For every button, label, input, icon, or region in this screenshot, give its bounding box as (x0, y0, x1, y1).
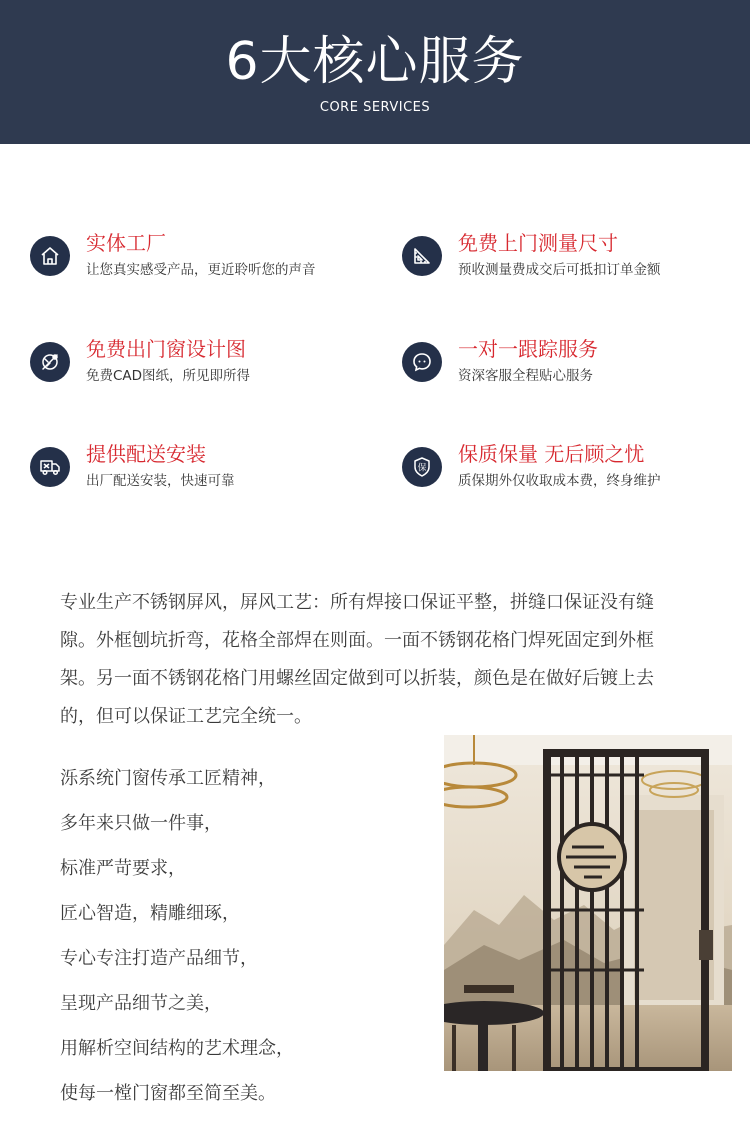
header-banner (0, 0, 750, 144)
service-item-tracking (402, 336, 742, 396)
philosophy-line: 专心专注打造产品细节， (60, 948, 258, 969)
ruler-icon (402, 236, 442, 276)
philosophy-list (60, 760, 294, 1120)
paragraph-line: 的，但可以保证工艺完全统一。 (60, 706, 312, 727)
philosophy-line: 标准严苛要求， (60, 858, 186, 879)
paragraph-line: 隙。外框刨坑折弯，花格全部焊在则面。一面不锈钢花格门焊死固定到外框 (60, 630, 654, 651)
philosophy-line: 泺系统门窗传承工匠精神， (60, 768, 276, 789)
service-desc: 出厂配送安装，快速可靠 (86, 473, 235, 489)
philosophy-line: 使每一樘门窗都至简至美。 (60, 1083, 276, 1104)
service-title: 免费上门测量尺寸 (458, 231, 618, 255)
paragraph-line: 专业生产不锈钢屏风，屏风工艺：所有焊接口保证平整，拼缝口保证没有缝 (60, 592, 654, 613)
service-item-design (30, 336, 370, 396)
service-title: 一对一跟踪服务 (458, 337, 598, 361)
service-title: 免费出门窗设计图 (86, 337, 246, 361)
chat-bubble-icon (402, 342, 442, 382)
service-title: 提供配送安装 (86, 442, 206, 466)
service-desc: 质保期外仅收取成本费，终身维护 (458, 473, 661, 489)
service-title: 实体工厂 (86, 231, 166, 255)
service-desc: 资深客服全程贴心服务 (458, 368, 593, 384)
philosophy-line: 多年来只做一件事， (60, 813, 222, 834)
design-tools-icon (30, 342, 70, 382)
description-paragraph (60, 584, 746, 736)
service-title: 保质保量 无后顾之忧 (458, 442, 645, 466)
service-desc: 让您真实感受产品，更近聆听您的声音 (86, 262, 316, 278)
guarantee-glyph: 保 (417, 463, 427, 474)
service-item-factory (30, 230, 370, 290)
philosophy-line: 匠心智造，精雕细琢， (60, 903, 240, 924)
philosophy-line: 用解析空间结构的艺术理念， (60, 1038, 294, 1059)
product-photo-screen (444, 735, 732, 1071)
service-item-guarantee (402, 441, 742, 501)
page-subtitle: CORE SERVICES (319, 100, 431, 115)
philosophy-line: 呈现产品细节之美， (60, 993, 222, 1014)
delivery-truck-icon (30, 447, 70, 487)
paragraph-line: 架。另一面不锈钢花格门用螺丝固定做到可以折装，颜色是在做好后镀上去 (60, 668, 654, 689)
home-icon (30, 236, 70, 276)
shield-guarantee-icon (402, 447, 442, 487)
service-item-measure (402, 230, 742, 290)
page-title: 6大核心服务 (225, 32, 525, 92)
service-desc: 预收测量费成交后可抵扣订单金额 (458, 262, 661, 278)
service-item-delivery (30, 441, 370, 501)
service-desc: 免费CAD图纸，所见即所得 (86, 368, 251, 384)
